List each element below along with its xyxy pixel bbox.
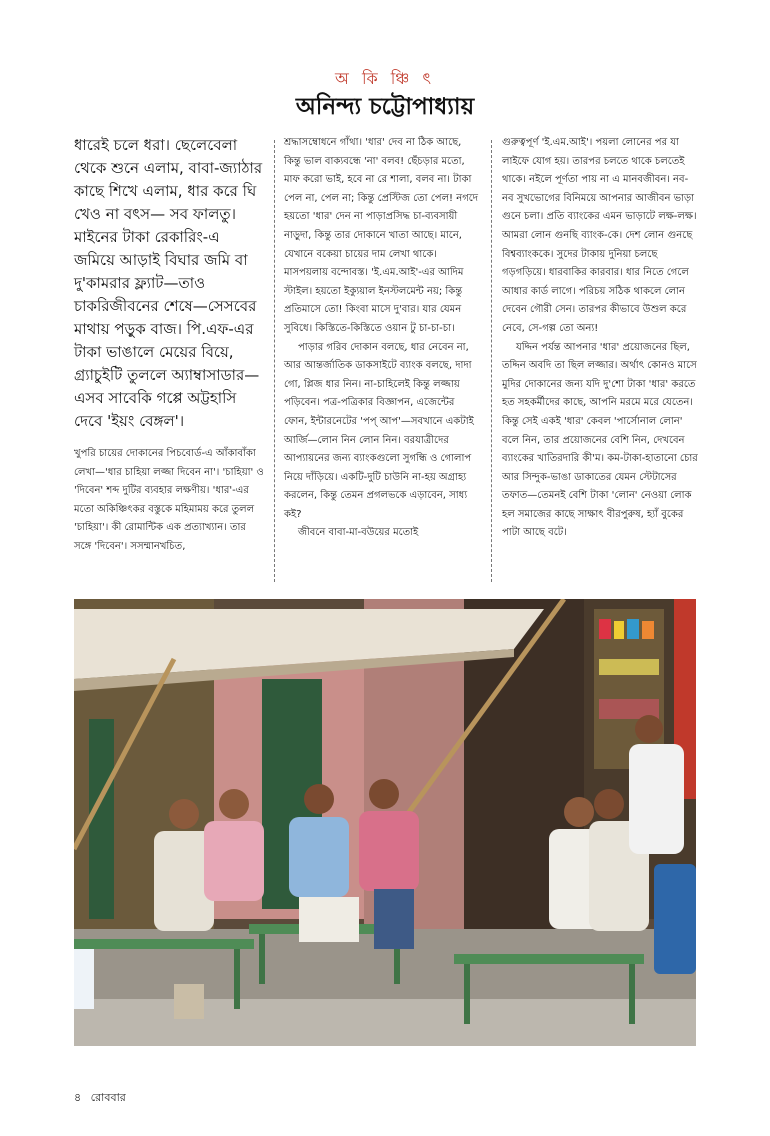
paragraph: শ্রদ্ধাসম্বোধনে গাঁথা। 'ধার' দেব না ঠিক আছে, কিন্তু ভাল বাক্যবন্ধে 'না' বলব! ছেঁচড়ার মতো, মাফ করো ভাই, হবে না রে শালা, বলব না। টাকা পেল না, পেল না; কিন্তু প্রেস্টিজ তো পেল! নগদে হয়তো 'ধার' দেন না পাড়াপ্রসিদ্ধ চা-ব্যবসায়ী নাড়ুদা, কিন্তু তার দোকানে খাতা আছে। মানে, যেখানে বকেয়া চায়ের দাম লেখা থাকে। মাসপয়লায় বন্দোবস্ত। 'ই.এম.আই'-এর আদিম স্টাইল। হয়তো ইক্যুয়াল ইনস্টলমেন্ট নয়; কিন্তু প্রতিমাসে তো! কিংবা মাসে দু'বার। যার যেমন সুবিধে। কিস্তিতে-কিস্তিতে ওয়ান টু চা-চা-চা। — [284, 137, 479, 334]
paragraph: গুরুত্বপূর্ণ 'ই.এম.আই'। পয়লা লোনের পর যা লাইফে যোগ হয়। তারপর চলতে থাকে চলতেই থাকে। নইলে পূর্ণতা পায় না এ মানবজীবন। নব-নব সুখভোগের বিনিময়ে আপনার আজীবন ভাড়া গুনে চলা। প্রতি ব্যাংকের এমন ভাড়াটে লক্ষ-লক্ষ। আমরা লোন গুনছি ব্যাংক-কে। দেশ লোন গুনছে বিশ্বব্যাংককে। সুদের টাকায় দুনিয়া চলছে গড়গড়িয়ে। ধারবাকির কারবার। ধার নিতে গেলে আধার কার্ড লাগে। পরিচয় সঠিক থাকলে লোন দেবেন গৌরী সেন। তারপর কীভাবে উশুল করে নেবে, সে-গল্প তো অন্য! — [502, 137, 697, 334]
magazine-name: রোববার — [90, 1091, 126, 1104]
page-footer — [74, 1089, 126, 1108]
column-1 — [74, 134, 264, 557]
column-1-body — [74, 445, 264, 557]
street-photo — [74, 599, 696, 1046]
lead-paragraph: ধারেই চলে ধরা। ছেলেবেলা থেকে শুনে এলাম, বাবা-জ্যাঠার কাছে শিখে এলাম, ধার করে ঘি খেও না বৎস— সব ফালতু। মাইনের টাকা রেকারিং-এ জমিয়ে আড়াই বিঘার জমি বা দু'কামরার ফ্ল্যাট—তাও চাকরিজীবনের শেষে—সেসবের মাথায় পড়ুক বাজ। পি.এফ-এর টাকা ভাঙালে মেয়ের বিয়ে, গ্র্যাচুইটি তুললে অ্যাম্বাসাডার—এসব সাবেকি গপ্পে অট্টহাসি দেবে 'ইয়ং বেঙ্গল'। — [74, 136, 263, 430]
author-name: অনিন্দ্য চট্টোপাধ্যায় — [295, 94, 475, 120]
tea-stall-illustration — [74, 599, 696, 1046]
column-2 — [284, 134, 480, 543]
paragraph: জীবনে বাবা-মা-বউয়ের মতোই — [298, 527, 419, 539]
column-divider — [274, 140, 275, 582]
section-kicker: অ কি ঞ্চি ৎ — [335, 69, 435, 88]
paragraph: যদ্দিন পর্যন্ত আপনার 'ধার' প্রয়োজনের ছিল, তদ্দিন অবদি তা ছিল লজ্জার। অর্থাৎ কোনও মাসে মুদির দোকানের জন্য যদি দু'শো টাকা 'ধার' করতে হত সহকর্মীদের কাছে, আপনি মরমে মরে যেতেন। কিন্তু সেই একই 'ধার' কেবল 'পার্সোনাল লোন' বলে নিন, তার প্রয়োজনের বেশি নিন, দেখবেন ব্যাংকের খাতিরদারি কী'ম। কম-টাকা-হাতানো চোর আর সিন্দুক-ভাঙা ডাকাতের যেমন স্টেটাসের তফাত—তেমনই বেশি টাকা 'লোন' নেওয়া লোক হল সমাজের কাছে সাক্ষাৎ বীরপুরুষ, হ্যাঁ বুকের পাটা আছে বটে। — [502, 341, 698, 539]
column-3 — [502, 134, 698, 543]
paragraph: খুপরি চায়ের দোকানের পিচবোর্ড-এ আঁকাবাঁকা লেখা—'ধার চাহিয়া লজ্জা দিবেন না'। 'চাহিয়া' ও 'দিবেন' শব্দ দুটির ব্যবহার লক্ষণীয়। 'ধার'-এর মতো অকিঞ্চিৎকর বস্তুকে মহিমাময় করে তুলল 'চাহিয়া'। কী রোমান্টিক এক প্রত্যাখ্যান। তার সঙ্গে 'দিবেন'। সসম্মানখচিত, — [74, 448, 264, 552]
column-divider — [491, 140, 492, 582]
paragraph: পাড়ার গরিব দোকান বলছে, ধার নেবেন না, আর আন্তর্জাতিক ডাকসাইটে ব্যাংক বলছে, দাদা গো, প্লিজ ধার নিন। না-চাহিলেই কিন্তু লজ্জায় পড়িবেন। পত্র-পত্রিকার বিজ্ঞাপন, এজেন্টের ফোন, ইন্টারনেটের 'পপ্‌ আপ'—সবখানে একটাই আর্জি—লোন নিন লোন নিন। বরযাত্রীদের আপ্যায়নের জন্য ব্যাংকগুলো সুগন্ধি ও গোলাপ নিয়ে দাঁড়িয়ে। একটি-দুটি চাউনি না-হয় অগ্রাহ্য করলেন, কিন্তু তেমন প্রগলভকে এড়াবেন, সাধ্য কই? — [284, 341, 474, 520]
page-number: ৪ — [74, 1091, 82, 1104]
